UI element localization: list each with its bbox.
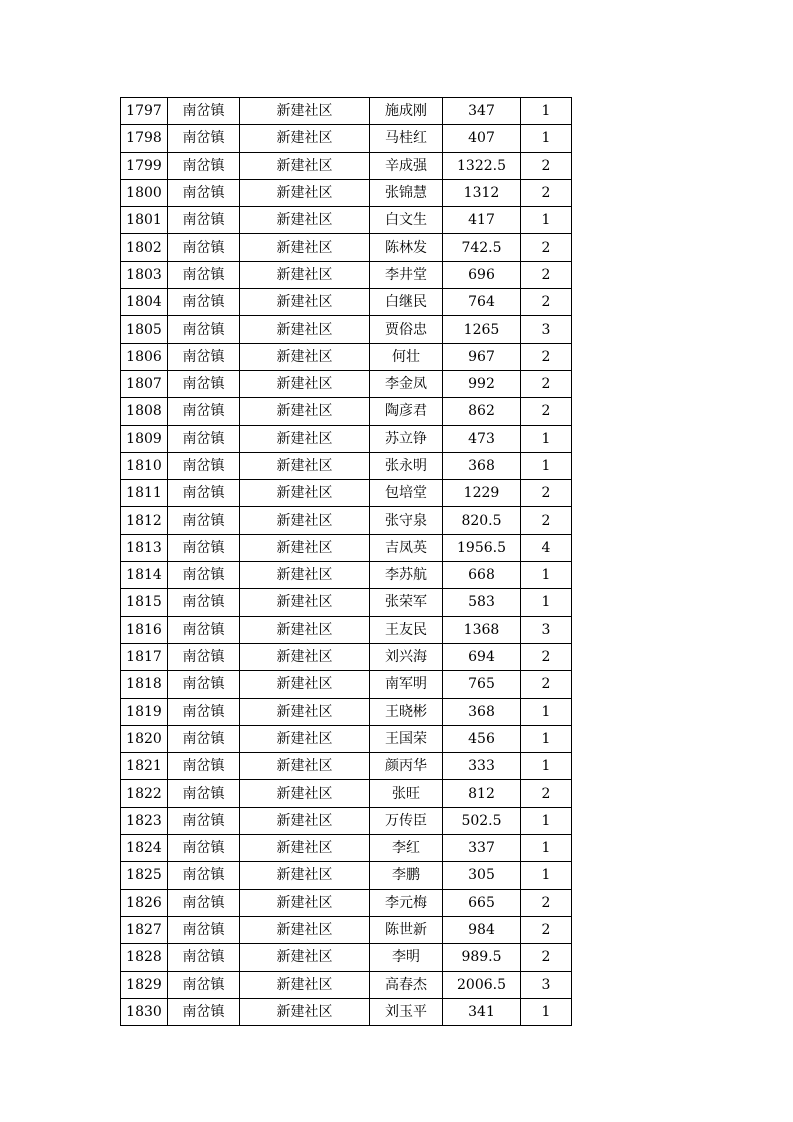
amount-cell: 992 bbox=[443, 370, 521, 397]
table-row bbox=[121, 916, 572, 943]
row-number-cell: 1822 bbox=[121, 780, 168, 807]
town-cell: 南岔镇 bbox=[168, 971, 240, 998]
table-row bbox=[121, 753, 572, 780]
count-cell: 2 bbox=[521, 480, 572, 507]
table-row bbox=[121, 152, 572, 179]
table-row bbox=[121, 725, 572, 752]
count-cell: 2 bbox=[521, 234, 572, 261]
table-row bbox=[121, 534, 572, 561]
name-cell: 贾俗忠 bbox=[370, 316, 443, 343]
count-cell: 2 bbox=[521, 671, 572, 698]
community-cell: 新建社区 bbox=[240, 562, 370, 589]
table-row bbox=[121, 889, 572, 916]
town-cell: 南岔镇 bbox=[168, 616, 240, 643]
row-number-cell: 1798 bbox=[121, 125, 168, 152]
community-cell: 新建社区 bbox=[240, 125, 370, 152]
table-row bbox=[121, 589, 572, 616]
community-cell: 新建社区 bbox=[240, 643, 370, 670]
count-cell: 1 bbox=[521, 207, 572, 234]
community-cell: 新建社区 bbox=[240, 807, 370, 834]
community-cell: 新建社区 bbox=[240, 507, 370, 534]
community-cell: 新建社区 bbox=[240, 862, 370, 889]
records-table-body bbox=[121, 98, 572, 1026]
count-cell: 2 bbox=[521, 152, 572, 179]
town-cell: 南岔镇 bbox=[168, 507, 240, 534]
table-row bbox=[121, 425, 572, 452]
name-cell: 施成刚 bbox=[370, 98, 443, 125]
row-number-cell: 1820 bbox=[121, 725, 168, 752]
name-cell: 张守泉 bbox=[370, 507, 443, 534]
count-cell: 1 bbox=[521, 589, 572, 616]
count-cell: 2 bbox=[521, 889, 572, 916]
table-row bbox=[121, 944, 572, 971]
row-number-cell: 1810 bbox=[121, 452, 168, 479]
name-cell: 张锦慧 bbox=[370, 179, 443, 206]
amount-cell: 337 bbox=[443, 835, 521, 862]
count-cell: 1 bbox=[521, 562, 572, 589]
count-cell: 2 bbox=[521, 179, 572, 206]
count-cell: 1 bbox=[521, 835, 572, 862]
community-cell: 新建社区 bbox=[240, 343, 370, 370]
count-cell: 2 bbox=[521, 643, 572, 670]
count-cell: 1 bbox=[521, 753, 572, 780]
name-cell: 李井堂 bbox=[370, 261, 443, 288]
community-cell: 新建社区 bbox=[240, 261, 370, 288]
row-number-cell: 1815 bbox=[121, 589, 168, 616]
amount-cell: 1312 bbox=[443, 179, 521, 206]
community-cell: 新建社区 bbox=[240, 370, 370, 397]
community-cell: 新建社区 bbox=[240, 698, 370, 725]
table-row bbox=[121, 207, 572, 234]
town-cell: 南岔镇 bbox=[168, 807, 240, 834]
community-cell: 新建社区 bbox=[240, 398, 370, 425]
amount-cell: 1956.5 bbox=[443, 534, 521, 561]
town-cell: 南岔镇 bbox=[168, 289, 240, 316]
row-number-cell: 1829 bbox=[121, 971, 168, 998]
community-cell: 新建社区 bbox=[240, 835, 370, 862]
count-cell: 2 bbox=[521, 398, 572, 425]
table-row bbox=[121, 289, 572, 316]
count-cell: 1 bbox=[521, 698, 572, 725]
community-cell: 新建社区 bbox=[240, 152, 370, 179]
town-cell: 南岔镇 bbox=[168, 643, 240, 670]
amount-cell: 967 bbox=[443, 343, 521, 370]
community-cell: 新建社区 bbox=[240, 179, 370, 206]
table-row bbox=[121, 370, 572, 397]
name-cell: 张永明 bbox=[370, 452, 443, 479]
table-row bbox=[121, 480, 572, 507]
town-cell: 南岔镇 bbox=[168, 425, 240, 452]
table-row bbox=[121, 807, 572, 834]
name-cell: 王友民 bbox=[370, 616, 443, 643]
amount-cell: 347 bbox=[443, 98, 521, 125]
count-cell: 2 bbox=[521, 261, 572, 288]
name-cell: 张荣军 bbox=[370, 589, 443, 616]
count-cell: 1 bbox=[521, 725, 572, 752]
amount-cell: 694 bbox=[443, 643, 521, 670]
town-cell: 南岔镇 bbox=[168, 452, 240, 479]
town-cell: 南岔镇 bbox=[168, 998, 240, 1025]
table-row bbox=[121, 835, 572, 862]
count-cell: 4 bbox=[521, 534, 572, 561]
community-cell: 新建社区 bbox=[240, 616, 370, 643]
row-number-cell: 1802 bbox=[121, 234, 168, 261]
row-number-cell: 1806 bbox=[121, 343, 168, 370]
row-number-cell: 1805 bbox=[121, 316, 168, 343]
amount-cell: 1265 bbox=[443, 316, 521, 343]
community-cell: 新建社区 bbox=[240, 316, 370, 343]
town-cell: 南岔镇 bbox=[168, 780, 240, 807]
amount-cell: 668 bbox=[443, 562, 521, 589]
row-number-cell: 1813 bbox=[121, 534, 168, 561]
community-cell: 新建社区 bbox=[240, 753, 370, 780]
table-row bbox=[121, 998, 572, 1025]
amount-cell: 368 bbox=[443, 698, 521, 725]
table-row bbox=[121, 179, 572, 206]
town-cell: 南岔镇 bbox=[168, 152, 240, 179]
table-row bbox=[121, 452, 572, 479]
amount-cell: 1368 bbox=[443, 616, 521, 643]
town-cell: 南岔镇 bbox=[168, 835, 240, 862]
row-number-cell: 1819 bbox=[121, 698, 168, 725]
community-cell: 新建社区 bbox=[240, 944, 370, 971]
amount-cell: 665 bbox=[443, 889, 521, 916]
town-cell: 南岔镇 bbox=[168, 944, 240, 971]
town-cell: 南岔镇 bbox=[168, 98, 240, 125]
amount-cell: 456 bbox=[443, 725, 521, 752]
name-cell: 刘玉平 bbox=[370, 998, 443, 1025]
table-row bbox=[121, 862, 572, 889]
name-cell: 李元梅 bbox=[370, 889, 443, 916]
count-cell: 1 bbox=[521, 452, 572, 479]
count-cell: 3 bbox=[521, 971, 572, 998]
town-cell: 南岔镇 bbox=[168, 480, 240, 507]
name-cell: 吉凤英 bbox=[370, 534, 443, 561]
community-cell: 新建社区 bbox=[240, 234, 370, 261]
count-cell: 2 bbox=[521, 289, 572, 316]
amount-cell: 305 bbox=[443, 862, 521, 889]
table-row bbox=[121, 971, 572, 998]
town-cell: 南岔镇 bbox=[168, 125, 240, 152]
amount-cell: 812 bbox=[443, 780, 521, 807]
row-number-cell: 1808 bbox=[121, 398, 168, 425]
count-cell: 1 bbox=[521, 125, 572, 152]
name-cell: 白文生 bbox=[370, 207, 443, 234]
row-number-cell: 1807 bbox=[121, 370, 168, 397]
table-row bbox=[121, 698, 572, 725]
community-cell: 新建社区 bbox=[240, 289, 370, 316]
amount-cell: 742.5 bbox=[443, 234, 521, 261]
town-cell: 南岔镇 bbox=[168, 698, 240, 725]
amount-cell: 820.5 bbox=[443, 507, 521, 534]
count-cell: 1 bbox=[521, 807, 572, 834]
name-cell: 苏立铮 bbox=[370, 425, 443, 452]
amount-cell: 989.5 bbox=[443, 944, 521, 971]
count-cell: 2 bbox=[521, 507, 572, 534]
row-number-cell: 1797 bbox=[121, 98, 168, 125]
amount-cell: 984 bbox=[443, 916, 521, 943]
town-cell: 南岔镇 bbox=[168, 589, 240, 616]
records-table bbox=[120, 97, 572, 1026]
amount-cell: 1322.5 bbox=[443, 152, 521, 179]
table-row bbox=[121, 398, 572, 425]
amount-cell: 583 bbox=[443, 589, 521, 616]
town-cell: 南岔镇 bbox=[168, 753, 240, 780]
name-cell: 李金凤 bbox=[370, 370, 443, 397]
name-cell: 张旺 bbox=[370, 780, 443, 807]
row-number-cell: 1818 bbox=[121, 671, 168, 698]
name-cell: 高春杰 bbox=[370, 971, 443, 998]
town-cell: 南岔镇 bbox=[168, 370, 240, 397]
town-cell: 南岔镇 bbox=[168, 862, 240, 889]
table-row bbox=[121, 507, 572, 534]
town-cell: 南岔镇 bbox=[168, 562, 240, 589]
table-row bbox=[121, 562, 572, 589]
name-cell: 刘兴海 bbox=[370, 643, 443, 670]
name-cell: 李苏航 bbox=[370, 562, 443, 589]
table-row bbox=[121, 616, 572, 643]
row-number-cell: 1799 bbox=[121, 152, 168, 179]
row-number-cell: 1825 bbox=[121, 862, 168, 889]
count-cell: 2 bbox=[521, 370, 572, 397]
name-cell: 辛成强 bbox=[370, 152, 443, 179]
amount-cell: 862 bbox=[443, 398, 521, 425]
community-cell: 新建社区 bbox=[240, 98, 370, 125]
name-cell: 王国荣 bbox=[370, 725, 443, 752]
row-number-cell: 1824 bbox=[121, 835, 168, 862]
amount-cell: 473 bbox=[443, 425, 521, 452]
amount-cell: 2006.5 bbox=[443, 971, 521, 998]
name-cell: 包培堂 bbox=[370, 480, 443, 507]
table-row bbox=[121, 261, 572, 288]
table-row bbox=[121, 98, 572, 125]
row-number-cell: 1828 bbox=[121, 944, 168, 971]
community-cell: 新建社区 bbox=[240, 207, 370, 234]
row-number-cell: 1816 bbox=[121, 616, 168, 643]
row-number-cell: 1821 bbox=[121, 753, 168, 780]
town-cell: 南岔镇 bbox=[168, 725, 240, 752]
community-cell: 新建社区 bbox=[240, 452, 370, 479]
name-cell: 李红 bbox=[370, 835, 443, 862]
count-cell: 1 bbox=[521, 425, 572, 452]
name-cell: 南军明 bbox=[370, 671, 443, 698]
amount-cell: 368 bbox=[443, 452, 521, 479]
row-number-cell: 1811 bbox=[121, 480, 168, 507]
amount-cell: 765 bbox=[443, 671, 521, 698]
town-cell: 南岔镇 bbox=[168, 343, 240, 370]
community-cell: 新建社区 bbox=[240, 998, 370, 1025]
amount-cell: 417 bbox=[443, 207, 521, 234]
name-cell: 陶彦君 bbox=[370, 398, 443, 425]
town-cell: 南岔镇 bbox=[168, 234, 240, 261]
table-row bbox=[121, 316, 572, 343]
table-row bbox=[121, 643, 572, 670]
count-cell: 2 bbox=[521, 343, 572, 370]
name-cell: 王晓彬 bbox=[370, 698, 443, 725]
row-number-cell: 1800 bbox=[121, 179, 168, 206]
count-cell: 3 bbox=[521, 616, 572, 643]
row-number-cell: 1804 bbox=[121, 289, 168, 316]
count-cell: 1 bbox=[521, 98, 572, 125]
amount-cell: 341 bbox=[443, 998, 521, 1025]
name-cell: 李鹏 bbox=[370, 862, 443, 889]
name-cell: 颜丙华 bbox=[370, 753, 443, 780]
community-cell: 新建社区 bbox=[240, 589, 370, 616]
row-number-cell: 1817 bbox=[121, 643, 168, 670]
row-number-cell: 1801 bbox=[121, 207, 168, 234]
community-cell: 新建社区 bbox=[240, 780, 370, 807]
community-cell: 新建社区 bbox=[240, 425, 370, 452]
row-number-cell: 1812 bbox=[121, 507, 168, 534]
community-cell: 新建社区 bbox=[240, 916, 370, 943]
amount-cell: 333 bbox=[443, 753, 521, 780]
town-cell: 南岔镇 bbox=[168, 534, 240, 561]
name-cell: 陈林发 bbox=[370, 234, 443, 261]
community-cell: 新建社区 bbox=[240, 725, 370, 752]
name-cell: 何壮 bbox=[370, 343, 443, 370]
amount-cell: 696 bbox=[443, 261, 521, 288]
town-cell: 南岔镇 bbox=[168, 207, 240, 234]
amount-cell: 764 bbox=[443, 289, 521, 316]
amount-cell: 407 bbox=[443, 125, 521, 152]
name-cell: 陈世新 bbox=[370, 916, 443, 943]
count-cell: 3 bbox=[521, 316, 572, 343]
row-number-cell: 1814 bbox=[121, 562, 168, 589]
town-cell: 南岔镇 bbox=[168, 179, 240, 206]
name-cell: 万传臣 bbox=[370, 807, 443, 834]
table-row bbox=[121, 671, 572, 698]
row-number-cell: 1823 bbox=[121, 807, 168, 834]
count-cell: 1 bbox=[521, 998, 572, 1025]
table-row bbox=[121, 780, 572, 807]
count-cell: 2 bbox=[521, 944, 572, 971]
community-cell: 新建社区 bbox=[240, 480, 370, 507]
town-cell: 南岔镇 bbox=[168, 916, 240, 943]
town-cell: 南岔镇 bbox=[168, 398, 240, 425]
town-cell: 南岔镇 bbox=[168, 316, 240, 343]
row-number-cell: 1826 bbox=[121, 889, 168, 916]
name-cell: 李明 bbox=[370, 944, 443, 971]
table-row bbox=[121, 234, 572, 261]
town-cell: 南岔镇 bbox=[168, 889, 240, 916]
table-row bbox=[121, 125, 572, 152]
amount-cell: 502.5 bbox=[443, 807, 521, 834]
row-number-cell: 1803 bbox=[121, 261, 168, 288]
count-cell: 2 bbox=[521, 780, 572, 807]
row-number-cell: 1830 bbox=[121, 998, 168, 1025]
name-cell: 白继民 bbox=[370, 289, 443, 316]
row-number-cell: 1827 bbox=[121, 916, 168, 943]
amount-cell: 1229 bbox=[443, 480, 521, 507]
town-cell: 南岔镇 bbox=[168, 671, 240, 698]
row-number-cell: 1809 bbox=[121, 425, 168, 452]
count-cell: 1 bbox=[521, 862, 572, 889]
community-cell: 新建社区 bbox=[240, 671, 370, 698]
name-cell: 马桂红 bbox=[370, 125, 443, 152]
town-cell: 南岔镇 bbox=[168, 261, 240, 288]
community-cell: 新建社区 bbox=[240, 534, 370, 561]
community-cell: 新建社区 bbox=[240, 971, 370, 998]
count-cell: 2 bbox=[521, 916, 572, 943]
community-cell: 新建社区 bbox=[240, 889, 370, 916]
table-row bbox=[121, 343, 572, 370]
